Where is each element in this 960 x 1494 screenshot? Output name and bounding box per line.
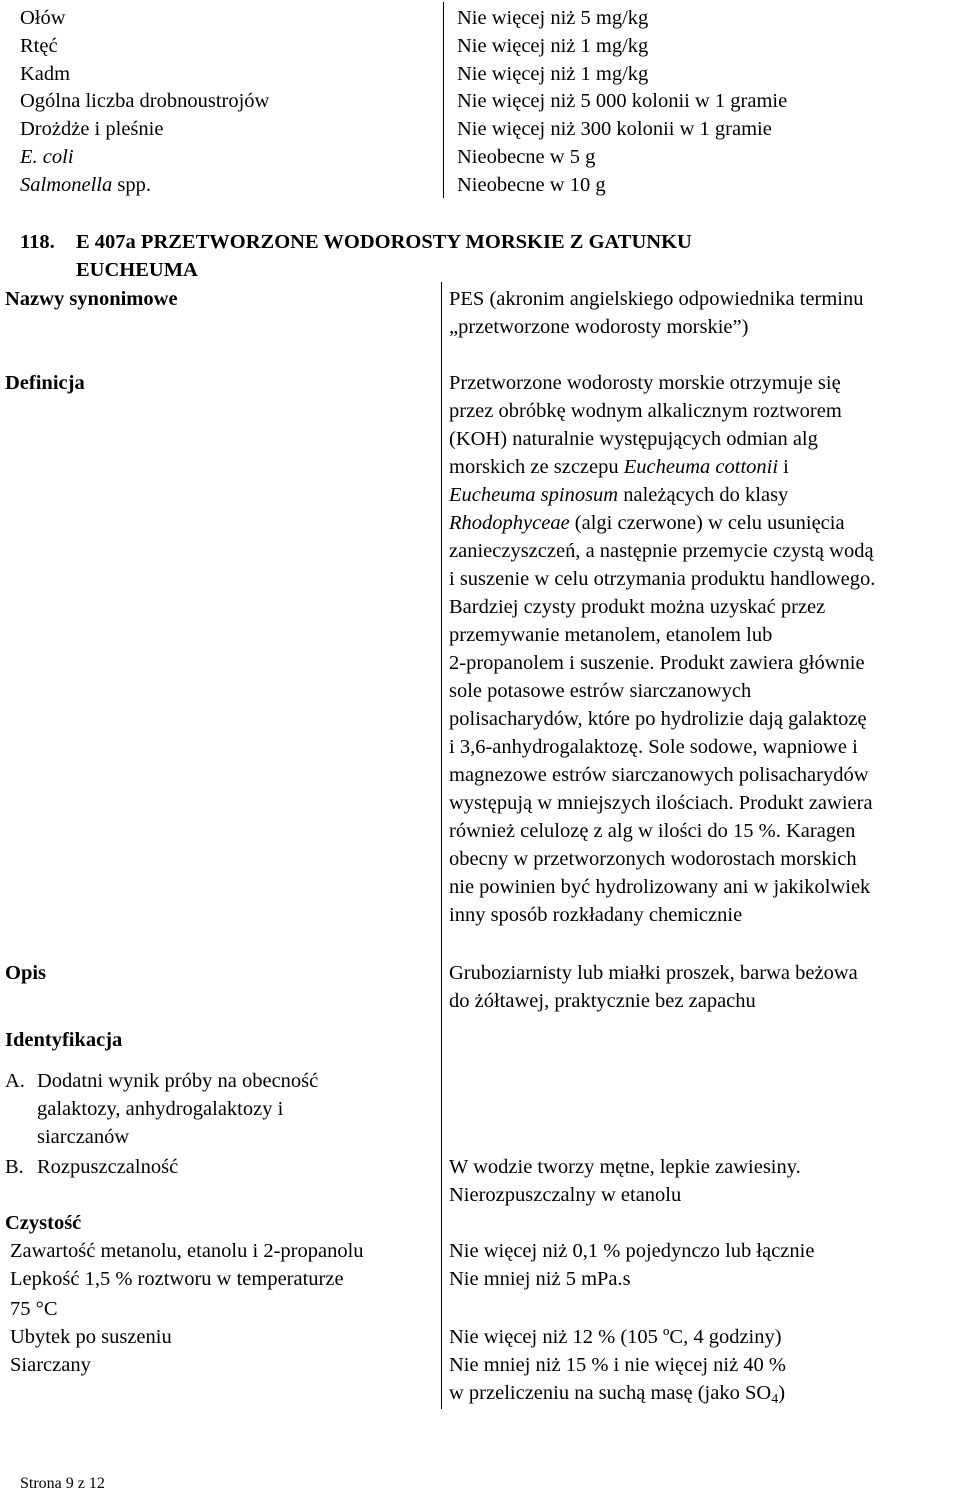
definition-line: Bardziej czysty produkt można uzyskać przez xyxy=(449,596,826,618)
identification-a-text-cont: galaktozy, anhydrogalaktozy i xyxy=(37,1098,284,1120)
identification-a-text: Dodatni wynik próby na obecność xyxy=(37,1070,319,1092)
definition-line xyxy=(449,453,789,481)
purity-text-run: ) xyxy=(778,1382,786,1404)
organism-name: E. coli xyxy=(20,146,74,168)
species-name: Eucheuma cottonii xyxy=(623,456,779,478)
identification-a-prefix: A. xyxy=(5,1070,25,1092)
table-row-name: Kadm xyxy=(20,63,71,85)
table-row-name: Ogólna liczba drobnoustrojów xyxy=(20,90,270,112)
purity-row-value: Nie więcej niż 12 % (105 ºC, 4 godziny) xyxy=(449,1326,782,1348)
purity-row-value: Nie więcej niż 0,1 % pojedynczo lub łącznie xyxy=(449,1240,815,1262)
definition-line xyxy=(449,481,788,509)
definition-line: nie powinien być hydrolizowany ani w jakikolwiek xyxy=(449,876,871,898)
page-number: Strona 9 z 12 xyxy=(20,1475,105,1492)
definition-line: występują w mniejszych ilościach. Produkt zawiera xyxy=(449,792,873,814)
top-table-divider xyxy=(443,2,444,198)
definition-line: obecny w przetworzonych wodorostach morskich xyxy=(449,848,857,870)
table-row-name: Drożdże i pleśnie xyxy=(20,118,164,140)
table-row-name: Rtęć xyxy=(20,35,58,57)
identification-label: Identyfikacja xyxy=(5,1029,123,1051)
purity-row-label: Zawartość metanolu, etanolu i 2-propanolu xyxy=(10,1240,364,1262)
identification-b-value: W wodzie tworzy mętne, lepkie zawiesiny. xyxy=(449,1156,801,1178)
description-label: Opis xyxy=(5,962,47,984)
definition-line: 2-propanolem i suszenie. Produkt zawiera głównie xyxy=(449,652,865,674)
definition-line: również celulozę z alg w ilości do 15 %. Karagen xyxy=(449,820,856,842)
table-row-name xyxy=(20,143,74,171)
definition-text-run: należących do klasy xyxy=(618,484,789,506)
definition-line: inny sposób rozkładany chemicznie xyxy=(449,904,743,926)
purity-row-label: Ubytek po suszeniu xyxy=(10,1326,172,1348)
definition-line: sole potasowe estrów siarczanowych xyxy=(449,680,752,702)
identification-b-prefix: B. xyxy=(5,1156,24,1178)
synonyms-label: Nazwy synonimowe xyxy=(5,288,178,310)
organism-name: Salmonella xyxy=(20,174,113,196)
synonyms-value: PES (akronim angielskiego odpowiednika terminu xyxy=(449,288,864,310)
identification-b-value-cont: Nierozpuszczalny w etanolu xyxy=(449,1184,682,1206)
definition-line xyxy=(449,509,845,537)
definition-line: przemywanie metanolem, etanolem lub xyxy=(449,624,773,646)
purity-text-run: w przeliczeniu na suchą masę (jako SO xyxy=(449,1382,772,1404)
definition-line: Przetworzone wodorosty morskie otrzymuje się xyxy=(449,372,841,394)
table-row-value: Nie więcej niż 5 mg/kg xyxy=(457,7,649,29)
identification-a-text-cont: siarczanów xyxy=(37,1126,130,1148)
purity-label: Czystość xyxy=(5,1212,82,1234)
class-name: Rhodophyceae xyxy=(449,512,570,534)
purity-row-value: Nie mniej niż 15 % i nie więcej niż 40 % xyxy=(449,1354,787,1376)
table-row-value: Nie więcej niż 5 000 kolonii w 1 gramie xyxy=(457,90,788,112)
purity-row-label-cont: 75 °C xyxy=(10,1298,58,1320)
table-row-value: Nieobecne w 5 g xyxy=(457,146,596,168)
definition-line: polisacharydów, które po hydrolizie dają galaktozę xyxy=(449,708,867,730)
definition-line: zanieczyszczeń, a następnie przemycie czystą wodą xyxy=(449,540,874,562)
description-value: Gruboziarnisty lub miałki proszek, barwa beżowa xyxy=(449,962,858,984)
definition-line: magnezowe estrów siarczanowych polisacharydów xyxy=(449,764,869,786)
organism-suffix: spp. xyxy=(112,174,151,196)
subscript: 4 xyxy=(771,1392,779,1407)
main-table-divider xyxy=(441,282,442,1409)
table-row-value: Nie więcej niż 1 mg/kg xyxy=(457,63,649,85)
species-name: Eucheuma spinosum xyxy=(449,484,619,506)
definition-text-run: (algi czerwone) w celu usunięcia xyxy=(569,512,845,534)
purity-row-value: Nie mniej niż 5 mPa.s xyxy=(449,1268,631,1290)
section-number: 118. xyxy=(20,231,55,253)
identification-b-label: Rozpuszczalność xyxy=(37,1156,179,1178)
definition-line: i 3,6-anhydrogalaktozę. Sole sodowe, wapniowe i xyxy=(449,736,858,758)
table-row-value: Nieobecne w 10 g xyxy=(457,174,606,196)
table-row-value: Nie więcej niż 300 kolonii w 1 gramie xyxy=(457,118,772,140)
definition-label: Definicja xyxy=(5,372,85,394)
definition-line: przez obróbkę wodnym alkalicznym roztworem xyxy=(449,400,842,422)
table-row-name xyxy=(20,171,151,199)
table-row-value: Nie więcej niż 1 mg/kg xyxy=(457,35,649,57)
section-title: E 407a PRZETWORZONE WODOROSTY MORSKIE Z GATUNKU xyxy=(76,231,692,253)
definition-text-run: morskich ze szczepu xyxy=(449,456,624,478)
purity-row-value-cont xyxy=(449,1379,785,1407)
section-title-cont: EUCHEUMA xyxy=(76,259,198,281)
synonyms-value-cont: „przetworzone wodorosty morskie”) xyxy=(449,316,749,338)
purity-row-label: Siarczany xyxy=(10,1354,91,1376)
description-value-cont: do żółtawej, praktycznie bez zapachu xyxy=(449,990,756,1012)
definition-text-run: i xyxy=(778,456,789,478)
definition-line: i suszenie w celu otrzymania produktu handlowego. xyxy=(449,568,876,590)
purity-row-label: Lepkość 1,5 % roztworu w temperaturze xyxy=(10,1268,344,1290)
definition-line: (KOH) naturalnie występujących odmian alg xyxy=(449,428,818,450)
table-row-name: Ołów xyxy=(20,7,66,29)
